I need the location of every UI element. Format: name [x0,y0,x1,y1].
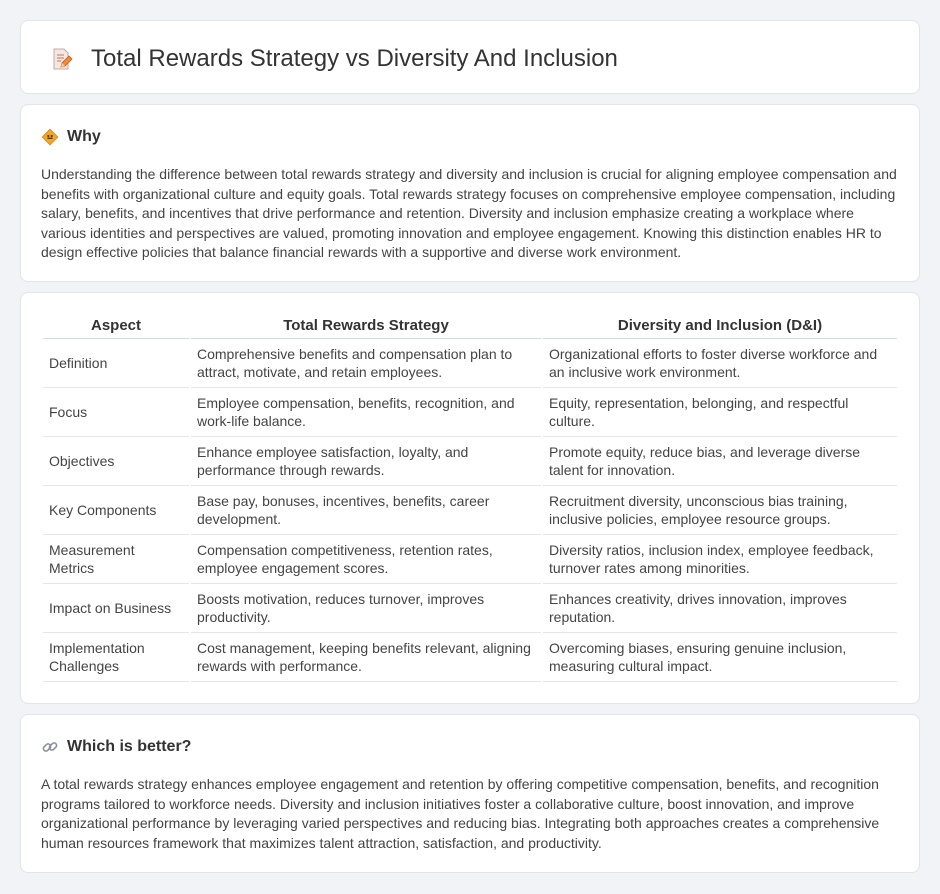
diamond-sign-icon [41,128,59,146]
aspect-cell: Implementation Challenges [43,633,189,682]
table-row [43,388,897,437]
better-heading-row [41,737,191,757]
column-header: Total Rewards Strategy [191,317,541,339]
link-icon [41,738,59,756]
aspect-cell: Impact on Business [43,584,189,633]
dei-cell: Diversity ratios, inclusion index, employee feedback, turnover rates among minorities. [543,535,897,584]
why-text: Understanding the difference between total rewards strategy and diversity and inclusion is crucial for aligning employee compensation and benefits with organizational culture and equity goals. Total rewards strategy focuses on comprehensive employee compensation, including salary, benefits, and incentives that drive performance and retention. Diversity and inclusion emphasize creating a workplace where various identities and perspectives are valued, promoting innovation and employee engagement. Knowing this distinction enables HR to design effective policies that balance financial rewards with a supportive and diverse work environment. [41,166,897,260]
table-header-row [43,317,897,339]
dei-cell: Enhances creativity, drives innovation, improves reputation. [543,584,897,633]
column-header: Aspect [43,317,189,339]
table-row [43,584,897,633]
total-rewards-cell: Cost management, keeping benefits relevant, aligning rewards with performance. [191,633,541,682]
why-section [20,104,920,282]
aspect-cell: Measurement Metrics [43,535,189,584]
column-header: Diversity and Inclusion (D&I) [543,317,897,339]
dei-cell: Overcoming biases, ensuring genuine inclusion, measuring cultural impact. [543,633,897,682]
aspect-cell: Definition [43,339,189,388]
why-heading-row [41,127,101,147]
better-heading: Which is better? [67,738,192,755]
total-rewards-cell: Comprehensive benefits and compensation plan to attract, motivate, and retain employees. [191,339,541,388]
table-row [43,339,897,388]
table-row [43,486,897,535]
dei-cell: Equity, representation, belonging, and respectful culture. [543,388,897,437]
page-title: Total Rewards Strategy vs Diversity And Inclusion [91,45,618,72]
which-is-better-section [20,714,920,873]
total-rewards-cell: Base pay, bonuses, incentives, benefits, career development. [191,486,541,535]
table-row [43,633,897,682]
comparison-table [41,317,899,682]
dei-cell: Organizational efforts to foster diverse workforce and an inclusive work environment. [543,339,897,388]
table-row [43,535,897,584]
aspect-cell: Key Components [43,486,189,535]
table-row [43,437,897,486]
total-rewards-cell: Boosts motivation, reduces turnover, improves productivity. [191,584,541,633]
dei-cell: Recruitment diversity, unconscious bias training, inclusive policies, employee resource groups. [543,486,897,535]
total-rewards-cell: Employee compensation, benefits, recognition, and work-life balance. [191,388,541,437]
comparison-section [20,292,920,704]
total-rewards-cell: Enhance employee satisfaction, loyalty, and performance through rewards. [191,437,541,486]
aspect-cell: Focus [43,388,189,437]
aspect-cell: Objectives [43,437,189,486]
better-text: A total rewards strategy enhances employee engagement and retention by offering competitive compensation, benefits, and recognition programs tailored to workforce needs. Diversity and inclusion initiatives foster a collaborative culture, boost innovation, and improve organizational performance by leveraging varied perspectives and reducing bias. Integrating both approaches creates a comprehensive human resources framework that maximizes talent attraction, satisfaction, and productivity. [41,776,880,851]
header-card [20,20,920,94]
why-heading: Why [67,128,101,145]
document-pencil-icon [49,47,73,71]
total-rewards-cell: Compensation competitiveness, retention rates, employee engagement scores. [191,535,541,584]
dei-cell: Promote equity, reduce bias, and leverage diverse talent for innovation. [543,437,897,486]
